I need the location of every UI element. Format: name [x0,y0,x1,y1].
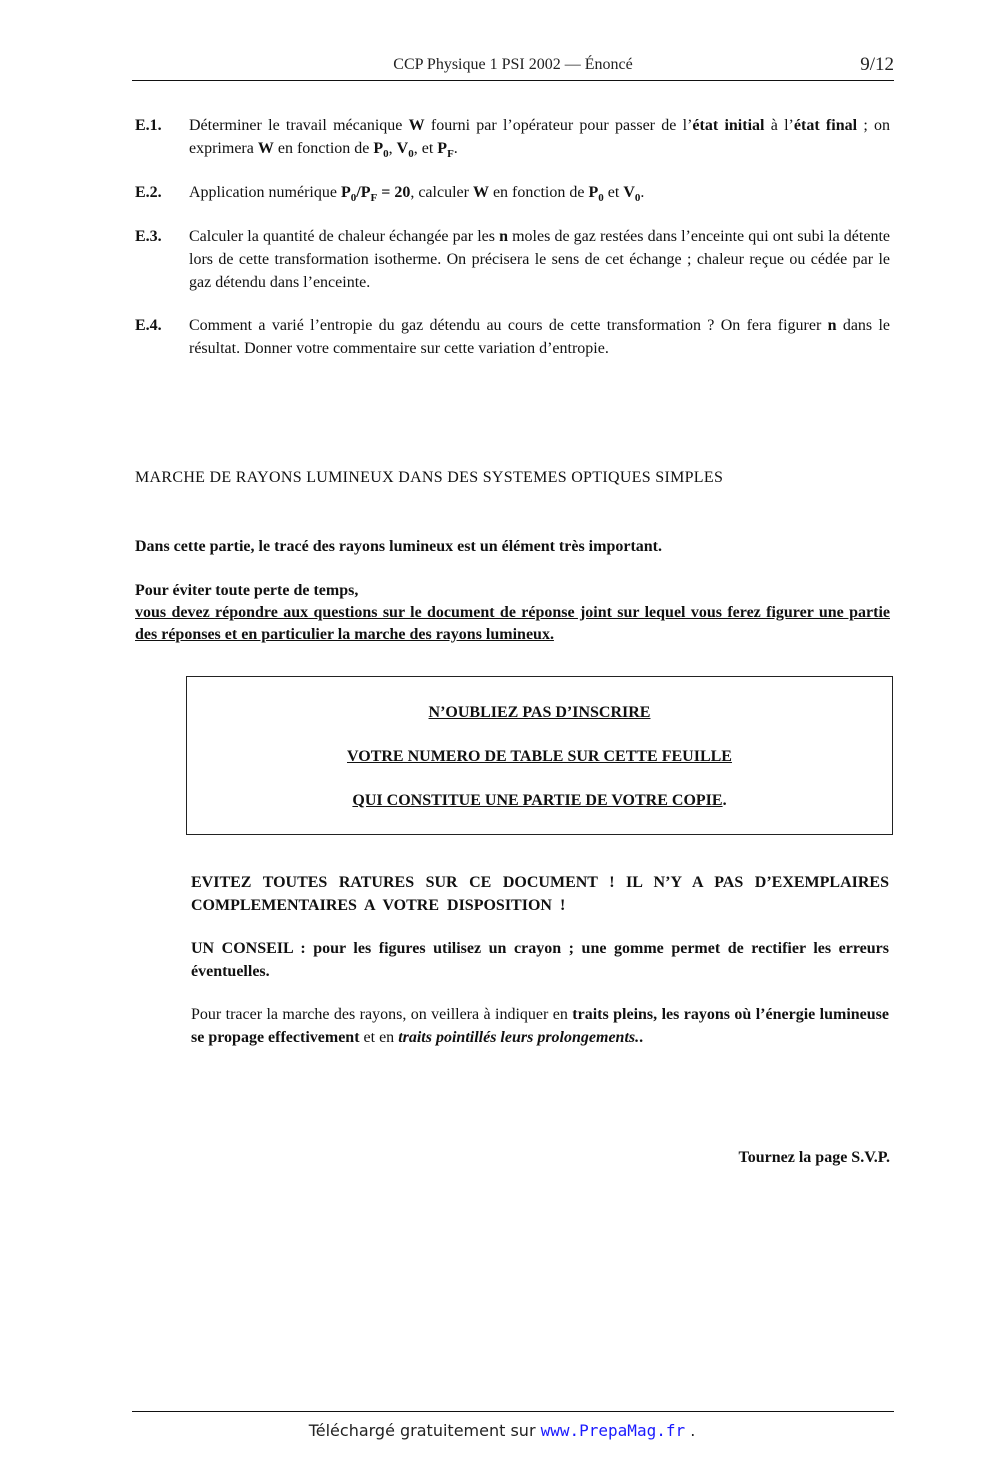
intro-text: Dans cette partie, le tracé des rayons lumineux est un élément très important. [135,538,663,555]
advice-text: UN CONSEIL : pour les figures utilisez un crayon ; une gomme permet de rectifier les erreurs éventuelles. [191,940,889,980]
question-text [189,114,890,166]
warning-text: EVITEZ TOUTES RATURES SUR CE DOCUMENT ! IL N’Y A PAS D’EXEMPLAIRES COMPLEMENTAIRES A VOTRE DISPOSITION ! [191,874,889,914]
notice-box [186,676,893,835]
subscript-run: F [447,148,454,161]
text-run: . [453,140,458,157]
text-run: en fonction de [488,184,589,201]
footer [0,1421,1004,1440]
question-e2 [135,181,890,210]
footer-end: . [685,1421,696,1440]
question-e1 [135,114,890,166]
section-title: MARCHE DE RAYONS LUMINEUX DANS DES SYSTEMES OPTIQUES SIMPLES [135,469,724,486]
text-run: P [373,140,384,157]
text-run: W [408,117,425,134]
text-run: en fonction de [273,140,374,157]
header-title: CCP Physique 1 PSI 2002 — Énoncé [393,56,633,73]
question-label: E.1. [135,117,162,134]
text-run: , [388,140,397,157]
text-run: P [340,184,351,201]
question-label: E.4. [135,317,162,334]
subscript-run: 0 [634,192,641,205]
text-run: W [257,140,274,157]
page-number: 9/12 [860,54,894,75]
page-header [132,54,894,81]
notice-line-2: VOTRE NUMERO DE TABLE SUR CETTE FEUILLE [347,748,732,765]
footer-link[interactable]: www.PrepaMag.fr [540,1421,686,1440]
question-text [189,314,890,360]
footer-divider [132,1411,894,1412]
text-run: V [396,140,409,157]
footer-text: Téléchargé gratuitement sur [308,1421,541,1440]
text-run: V [623,184,635,201]
text-run: . [640,184,645,201]
question-text [189,181,890,210]
turn-page-note: Tournez la page S.V.P. [738,1149,890,1166]
text-run: ; on exprimera [189,117,891,157]
text-run: n [827,317,837,334]
notice-line-1: N’OUBLIEZ PAS D’INSCRIRE [428,704,651,721]
text-run: n [499,228,508,245]
question-label: E.3. [135,228,162,245]
text-run: dans le résultat. Donner votre commentaire sur cette variation d’entropie. [189,317,891,357]
text-run: Calculer la quantité de chaleur échangée par les [189,228,500,245]
text-run: P [437,140,448,157]
text-run: et [603,184,624,201]
text-run: moles de gaz restées dans l’enceinte qui ont subi la détente lors de cette transformation isotherme. On précisera le sens de cet échange ; chaleur reçue ou cédée par le gaz détendu dans l’enceinte. [189,228,891,291]
subscript-run: 0 [408,148,414,161]
question-text [189,225,890,294]
notice-line-3: QUI CONSTITUE UNE PARTIE DE VOTRE COPIE. [352,792,727,809]
question-e4 [135,314,890,360]
question-e3 [135,225,890,294]
text-run: P [588,184,599,201]
text-run: état initial [692,117,765,134]
instructions [135,580,890,646]
text-run: état final [793,117,858,134]
instructions-line-2: vous devez répondre aux questions sur le document de réponse joint sur lequel vous ferez figurer une partie des réponses et en particulier la marche des rayons lumineux. [135,604,890,643]
text-run: W [472,184,489,201]
text-run: = 20 [377,184,411,201]
subscript-run: F [370,192,378,205]
text-run: , calculer [410,184,473,201]
text-run: Déterminer le travail mécanique [189,117,409,134]
text-run: Application numérique [189,184,341,201]
text-run: /P [356,184,371,201]
text-run: , et [413,140,438,157]
tracing-instructions: Pour tracer la marche des rayons, on veillera à indiquer en traits pleins, les rayons où l’énergie lumineuse se propage effectivement et en traits pointillés leurs prolongements.. [191,1006,889,1046]
instructions-line-1: Pour éviter toute perte de temps, [135,582,359,599]
text-run: fourni par l’opérateur pour passer de l’ [424,117,693,134]
subscript-run: 0 [350,192,357,205]
question-label: E.2. [135,184,162,201]
subscript-run: 0 [598,192,604,205]
subscript-run: 0 [383,148,389,161]
text-run: Comment a varié l’entropie du gaz détendu au cours de cette transformation ? On fera figurer [189,317,828,334]
text-run: à l’ [764,117,794,134]
